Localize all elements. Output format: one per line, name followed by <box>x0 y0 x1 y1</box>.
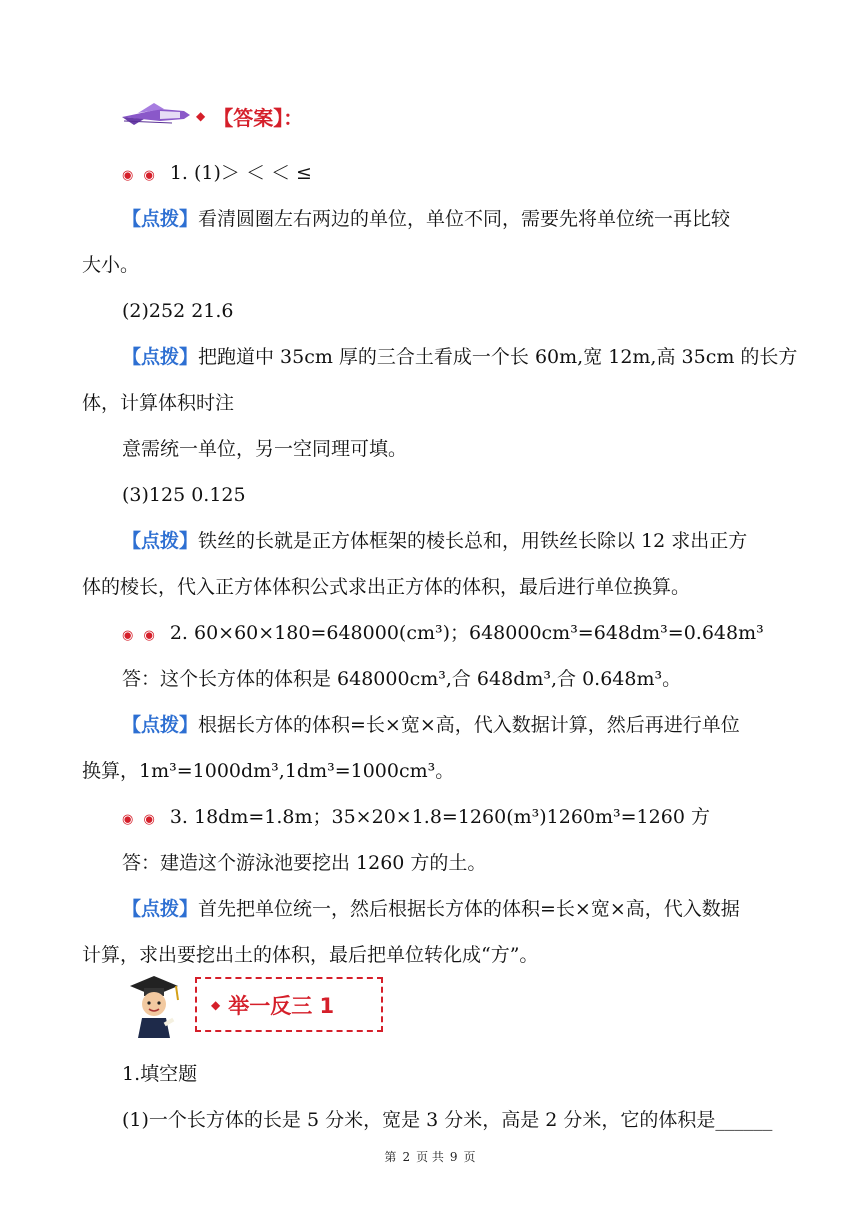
bullet-icon: ◉ ◉ <box>122 168 158 183</box>
diamond-icon: ◆ <box>196 109 206 123</box>
section-title: 举一反三 1 <box>228 993 335 1018</box>
page-footer: 第 2 页 共 9 页 <box>384 1150 476 1164</box>
q2-tip-cont: 换算，1m³=1000dm³,1dm³=1000cm³。 <box>82 760 455 782</box>
diamond-icon: ◆ <box>211 997 221 1012</box>
q1-tip1-cont: 大小。 <box>82 254 140 276</box>
tip-tag: 【点拨】 <box>122 208 199 230</box>
q1-tip1: 【点拨】看清圆圈左右两边的单位，单位不同，需要先将单位统一再比较 <box>122 208 731 230</box>
rocket-icon <box>120 99 192 133</box>
q1-answer-line: ◉ ◉ 1. (1)＞ ＜ ＜ ≤ <box>122 162 312 184</box>
tip-tag: 【点拨】 <box>122 714 199 736</box>
q2-answer: 答：这个长方体的体积是 648000cm³,合 648dm³,合 0.648m³。 <box>122 668 682 690</box>
q1-tip2-cont: 体，计算体积时注 <box>82 392 235 414</box>
q1-tip2: 【点拨】把跑道中 35cm 厚的三合土看成一个长 60m,宽 12m,高 35cm 的长方 <box>122 346 798 368</box>
q1-part2-answer: (2)252 21.6 <box>122 300 234 322</box>
q1-tip3-cont: 体的棱长，代入正方体体积公式求出正方体的体积，最后进行单位换算。 <box>82 576 691 598</box>
q2-tip: 【点拨】根据长方体的体积=长×宽×高，代入数据计算，然后再进行单位 <box>122 714 740 736</box>
page-total: 9 <box>449 1150 458 1164</box>
q3-calc: ◉ ◉ 3. 18dm=1.8m；35×20×1.8=1260(m³)1260m³=1260 方 <box>122 806 710 828</box>
tip-tag: 【点拨】 <box>122 898 199 920</box>
bullet-icon: ◉ ◉ <box>122 628 158 643</box>
q1-part3-answer: (3)125 0.125 <box>122 484 246 506</box>
q1-tip3: 【点拨】铁丝的长就是正方体框架的棱长总和，用铁丝长除以 12 求出正方 <box>122 530 748 552</box>
bullet-icon: ◉ ◉ <box>122 812 158 827</box>
q2-calc: ◉ ◉ 2. 60×60×180=648000(cm³)；648000cm³=648dm³=0.648m³ <box>122 622 764 644</box>
graduate-icon <box>124 970 184 1040</box>
q3-tip: 【点拨】首先把单位统一，然后根据长方体的体积=长×宽×高，代入数据 <box>122 898 740 920</box>
answer-header <box>120 96 303 136</box>
answer-title: 【答案】： <box>213 105 304 130</box>
q3-answer: 答：建造这个游泳池要挖出 1260 方的土。 <box>122 852 487 874</box>
exercise-heading: 1.填空题 <box>122 1063 198 1085</box>
tip-tag: 【点拨】 <box>122 346 199 368</box>
q3-tip-cont: 计算，求出要挖出土的体积，最后把单位转化成“方”。 <box>82 944 539 966</box>
q1-tip2-cont2: 意需统一单位，另一空同理可填。 <box>122 438 408 460</box>
section-box <box>195 977 383 1032</box>
exercise-item-1: (1)一个长方体的长是 5 分米，宽是 3 分米，高是 2 分米，它的体积是______ <box>122 1109 773 1131</box>
tip-tag: 【点拨】 <box>122 530 199 552</box>
page-number: 2 <box>402 1150 411 1164</box>
